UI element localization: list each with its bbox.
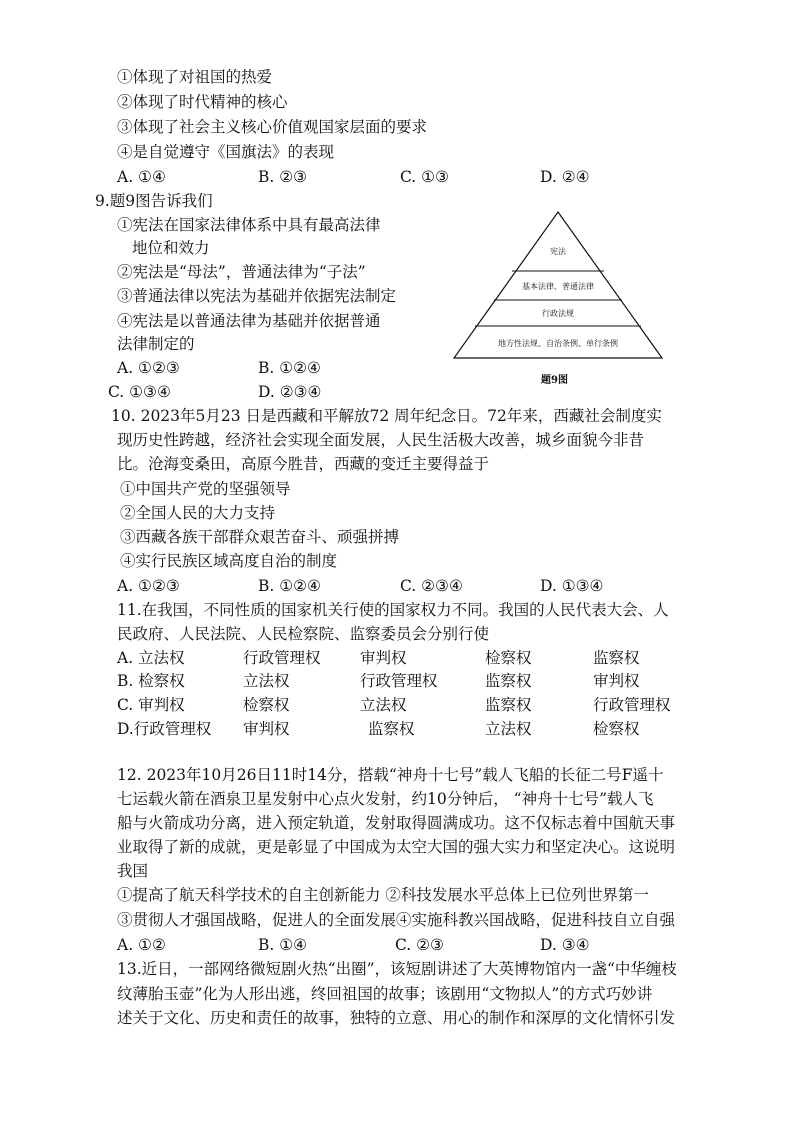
q9-stem: 9.题9图告诉我们: [95, 192, 213, 210]
q8-statement-4: ④是自觉遵守《国旗法》的表现: [117, 143, 335, 161]
q9-statement-1-cont: 地位和效力: [132, 239, 210, 257]
q11-a-col1: A. 立法权: [117, 649, 185, 667]
q12-statements-2: ③贯彻人才强国战略，促进人的全面发展④实施科教兴国战略，促进科技自立自强: [117, 911, 676, 929]
q11-a-col2: 行政管理权: [243, 649, 321, 667]
q10-option-b: B. ①②④: [258, 577, 321, 595]
q12-statements-1: ①提高了航天科学技术的自主创新能力 ②科技发展水平总体上已位列世界第一: [117, 886, 649, 904]
q11-line-2: 民政府、人民法院、人民检察院、监察委员会分别行使: [117, 625, 490, 643]
q9-statement-3: ③普通法律以宪法为基础并依据宪法制定: [117, 287, 397, 305]
q9-option-a: A. ①②③: [117, 359, 180, 377]
q12-option-c: C. ②③: [395, 936, 444, 954]
q12-option-a: A. ①②: [117, 936, 166, 954]
q12-option-b: B. ①④: [258, 936, 308, 954]
pyramid-level-3: 行政法规: [542, 309, 574, 318]
q11-d-col3: 监察权: [368, 720, 415, 738]
q9-pyramid-figure: [450, 208, 666, 388]
q12-line-4: 业取得了新的成就，更是彰显了中国成为太空大国的强大实力和坚定决心。这说明: [117, 838, 676, 856]
q9-statement-1: ①宪法在国家法律体系中具有最高法律: [117, 216, 381, 234]
q11-c-col2: 检察权: [243, 696, 290, 714]
q8-option-d: D. ②④: [540, 168, 590, 186]
q11-line-1: 11.在我国，不同性质的国家机关行使的国家权力不同。我国的人民代表大会、人: [117, 601, 669, 619]
q8-statement-2: ②体现了时代精神的核心: [117, 93, 288, 111]
q11-b-col2: 立法权: [243, 672, 290, 690]
q10-statement-1: ①中国共产党的坚强领导: [120, 480, 291, 498]
q10-line-2: 现历史性跨越，经济社会实现全面发展，人民生活极大改善，城乡面貌今非昔: [117, 431, 645, 449]
q12-line-5: 我国: [117, 862, 149, 880]
q10-statement-4: ④实行民族区域高度自治的制度: [120, 552, 338, 570]
q10-statement-3: ③西藏各族干部群众艰苦奋斗、顽强拼搏: [120, 528, 400, 546]
q9-option-b: B. ①②④: [258, 359, 321, 377]
q9-option-d: D. ②③④: [258, 383, 322, 401]
q8-option-c: C. ①③: [400, 168, 449, 186]
q9-figure-caption: 题9图: [541, 375, 568, 386]
q11-c-col3: 立法权: [360, 696, 407, 714]
q11-a-col3: 审判权: [360, 649, 407, 667]
q13-line-1: 13.近日，一部网络微短剧火热“出圈”，该短剧讲述了大英博物馆内一盏“中华缠枝: [117, 960, 677, 978]
q11-c-col5: 行政管理权: [593, 696, 671, 714]
q11-d-col4: 立法权: [485, 720, 532, 738]
q10-option-d: D. ①③④: [540, 577, 604, 595]
pyramid-level-2: 基本法律、普通法律: [522, 282, 594, 291]
q13-line-3: 述关于文化、历史和责任的故事，独特的立意、用心的制作和深厚的文化情怀引发: [117, 1009, 676, 1027]
q11-c-col4: 监察权: [485, 696, 532, 714]
q11-b-col5: 审判权: [593, 672, 640, 690]
q8-statement-3: ③体现了社会主义核心价值观国家层面的要求: [117, 118, 428, 136]
q8-option-b: B. ②③: [258, 168, 308, 186]
q11-a-col5: 监察权: [593, 649, 640, 667]
q9-statement-4: ④宪法是以普通法律为基础并依据普通: [117, 312, 381, 330]
q8-statement-1: ①体现了对祖国的热爱: [117, 68, 273, 86]
q10-option-a: A. ①②③: [117, 577, 180, 595]
q11-d-col5: 检察权: [593, 720, 640, 738]
q11-d-col1: D.行政管理权: [117, 720, 212, 738]
pyramid-level-1: 宪法: [550, 247, 566, 256]
q10-option-c: C. ②③④: [400, 577, 463, 595]
q11-c-col1: C. 审判权: [117, 696, 185, 714]
q11-a-col4: 检察权: [485, 649, 532, 667]
q11-b-col4: 监察权: [485, 672, 532, 690]
q13-line-2: 纹薄胎玉壶”化为人形出逃，终回祖国的故事；该剧用“文物拟人”的方式巧妙讲: [117, 985, 653, 1003]
q9-statement-2: ②宪法是“母法”，普通法律为“子法”: [117, 263, 366, 281]
q9-option-c: C. ①③④: [108, 383, 171, 401]
pyramid-level-4: 地方性法规、自治条例、单行条例: [498, 339, 618, 348]
q10-line-3: 比。沧海变桑田，高原今胜昔，西藏的变迁主要得益于: [117, 455, 490, 473]
q12-option-d: D. ③④: [540, 936, 590, 954]
q10-line-1: 10. 2023年5月23 日是西藏和平解放72 周年纪念日。72年来，西藏社会制度实: [111, 407, 662, 425]
q11-b-col3: 行政管理权: [360, 672, 438, 690]
q9-statement-4-cont: 法律制定的: [117, 335, 195, 353]
q12-line-3: 船与火箭成功分离，进入预定轨道，发射取得圆满成功。这不仅标志着中国航天事: [117, 814, 676, 832]
q8-option-a: A. ①④: [117, 168, 166, 186]
pyramid-diagram: [450, 208, 666, 368]
q11-b-col1: B. 检察权: [117, 672, 185, 690]
q11-d-col2: 审判权: [243, 720, 290, 738]
q12-line-1: 12. 2023年10月26日11时14分，搭载“神舟十七号”载人飞船的长征二号F遥十: [117, 766, 664, 784]
q10-statement-2: ②全国人民的大力支持: [120, 504, 276, 522]
q12-line-2: 七运载火箭在酒泉卫星发射中心点火发射，约10分钟后， “神舟十七号”载人飞: [117, 790, 654, 808]
